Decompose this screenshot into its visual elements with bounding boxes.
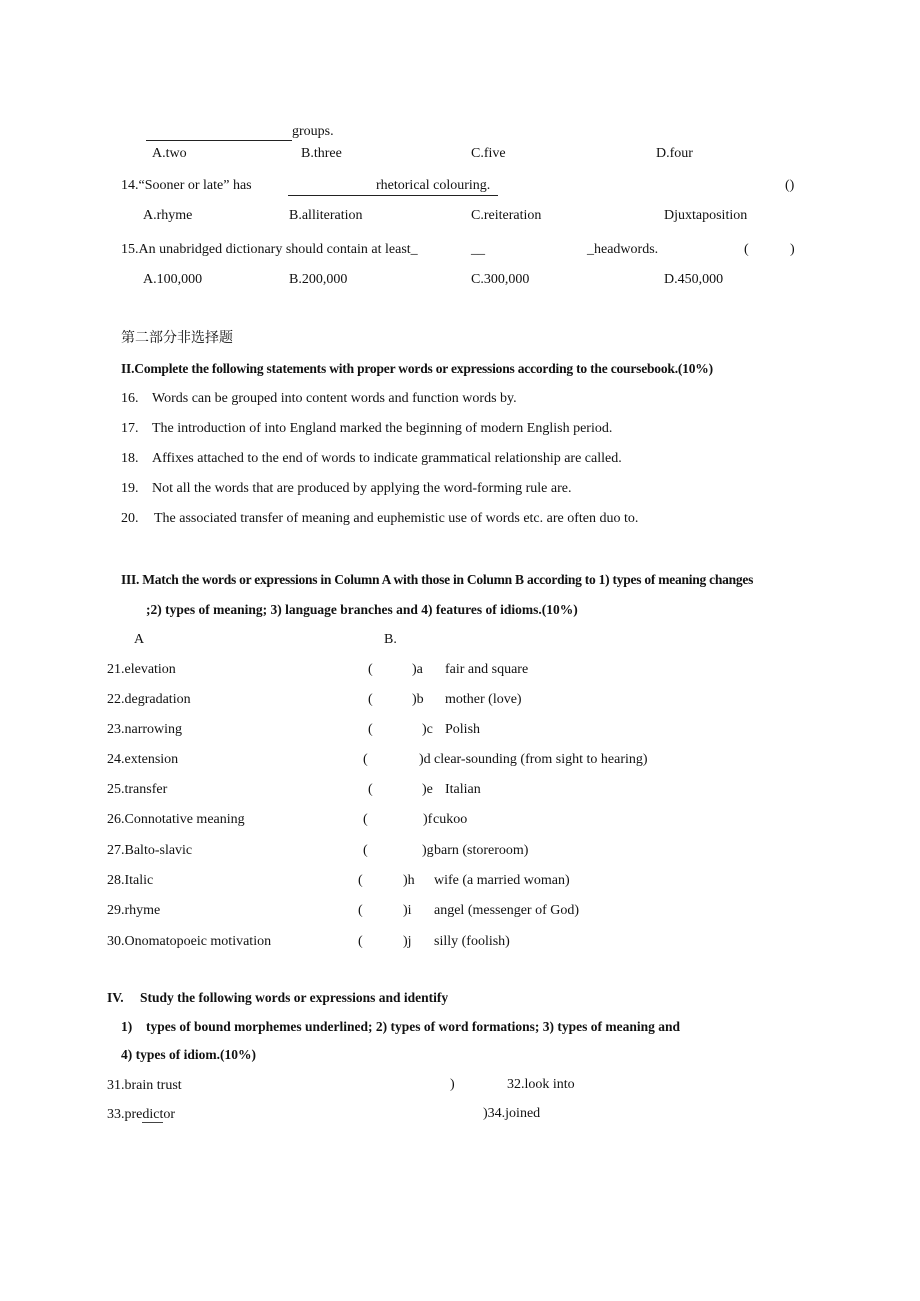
s2-item-text: The associated transfer of meaning and euphemistic use of words etc. are often duo to. [154,511,639,526]
s2-item-number: 18. [121,451,139,466]
q13-option-b: B.three [301,146,342,161]
match-paren-right: )f [423,812,433,827]
q15-mid-blank: __ [471,242,485,257]
s2-item-number: 16. [121,391,139,406]
match-a-28: 28.Italic [107,873,154,888]
match-paren-left: ( [368,662,373,677]
q33-prefix: 33.pre [107,1107,143,1122]
q14-blank-line [288,177,498,196]
q33 [107,1106,175,1124]
q13-stem [146,123,334,141]
section-2-title: II.Complete the following statements with proper words or expressions according to the coursebook.(10%) [121,361,713,376]
match-b-i: angel (messenger of God) [434,903,580,918]
match-a-22: 22.degradation [107,692,191,707]
q15-option-d: D.450,000 [664,272,724,287]
q15-option-c: C.300,000 [471,272,530,287]
q31: 31.brain trust [107,1078,182,1093]
match-paren-right: )d [419,752,431,767]
q13-option-c: C.five [471,146,506,161]
match-a-24: 24.extension [107,752,179,767]
q14-stem [121,177,252,195]
match-a-30: 30.Onomatopoeic motivation [107,934,272,949]
section-4-line2-text: types of bound morphemes underlined; 2) types of word formations; 3) types of meaning and [146,1019,681,1034]
match-paren-left: ( [368,782,373,797]
match-a-27: 27.Balto-slavic [107,843,193,858]
s2-item-text: Words can be grouped into content words and function words by. [152,391,517,406]
match-b-g: barn (storeroom) [434,843,529,858]
q34: )34.joined [483,1106,541,1121]
column-a-header: A [134,632,145,647]
s2-item-number: 17. [121,421,139,436]
q15-stem [121,241,418,259]
q15-option-b: B.200,000 [289,272,348,287]
section-3-title-line2: ;2) types of meaning; 3) language branches and 4) features of idioms.(10%) [146,602,578,617]
match-paren-left: ( [368,692,373,707]
s2-item-18 [121,450,622,468]
q33-suffix: or [163,1107,176,1122]
q13-option-d: D.four [656,146,693,161]
s2-item-text: Affixes attached to the end of words to indicate grammatical relationship are called. [152,451,622,466]
match-paren-right: )c [422,722,433,737]
q15-tail: _headwords. [587,242,659,257]
match-b-b: mother (love) [445,692,522,707]
q14-option-d: Djuxtaposition [664,208,748,223]
s2-item-number: 19. [121,481,139,496]
q15-option-a: A.100,000 [143,272,203,287]
match-b-e: Italian [445,782,481,797]
s2-item-17 [121,420,612,438]
section-4-line2-number: 1) [121,1019,133,1034]
q14-answer-paren: () [785,178,795,193]
q33-underlined-morpheme: dict [142,1107,164,1122]
s2-item-16 [121,390,517,408]
match-paren-left: ( [358,873,363,888]
q15-lead: An unabridged dictionary should contain at least_ [138,242,418,257]
match-a-25: 25.transfer [107,782,168,797]
match-paren-left: ( [358,934,363,949]
s2-item-text: The introduction of into England marked the beginning of modern English period. [152,421,613,436]
match-a-29: 29.rhyme [107,903,161,918]
match-paren-right: )g [422,843,434,858]
match-b-a: fair and square [445,662,529,677]
match-a-26: 26.Connotative meaning [107,812,245,827]
match-b-h: wife (a married woman) [434,873,570,888]
match-paren-left: ( [363,843,368,858]
s2-item-number: 20. [121,511,139,526]
q14-number: 14. [121,178,139,193]
match-b-f: cukoo [433,812,468,827]
part-two-heading: 第二部分非选择题 [121,330,233,346]
column-b-header: B. [384,632,397,647]
q15-paren-left: ( [744,242,749,257]
match-paren-right: )h [403,873,415,888]
match-paren-left: ( [363,812,368,827]
q14-option-a: A.rhyme [143,208,193,223]
match-b-d: clear-sounding (from sight to hearing) [434,752,648,767]
q13-blank [146,126,292,141]
match-paren-left: ( [358,903,363,918]
q13-stem-text: groups. [292,124,334,139]
match-paren-left: ( [368,722,373,737]
match-a-23: 23.narrowing [107,722,183,737]
q14-lead: “Sooner or late” has [138,178,252,193]
section-4-title-text: Study the following words or expressions and identify [140,990,449,1005]
match-paren-right: )j [403,934,412,949]
match-paren-left: ( [363,752,368,767]
section-4-line3: 4) types of idiom.(10%) [121,1047,256,1062]
q32: 32.look into [507,1077,575,1092]
match-b-j: silly (foolish) [434,934,510,949]
match-paren-right: )b [412,692,424,707]
section-4-title [107,989,448,1007]
q31-paren: ) [450,1077,455,1092]
q15-paren-right: ) [790,242,795,257]
section-3-title-line1: III. Match the words or expressions in Column A with those in Column B according to 1) types of meaning changes [121,572,754,587]
q14-option-b: B.alliteration [289,208,363,223]
match-paren-right: )e [422,782,433,797]
match-a-21: 21.elevation [107,662,176,677]
match-paren-right: )i [403,903,412,918]
s2-item-text: Not all the words that are produced by applying the word-forming rule are. [152,481,572,496]
match-paren-right: )a [412,662,423,677]
q14-option-c: C.reiteration [471,208,542,223]
q13-option-a: A.two [152,146,187,161]
s2-item-20 [121,510,638,528]
match-b-c: Polish [445,722,481,737]
section-4-line2 [121,1018,680,1036]
q14-blank-text: rhetorical colouring. [376,178,491,193]
s2-item-19 [121,480,571,498]
section-4-number: IV. [107,990,124,1005]
q15-number: 15. [121,242,139,257]
